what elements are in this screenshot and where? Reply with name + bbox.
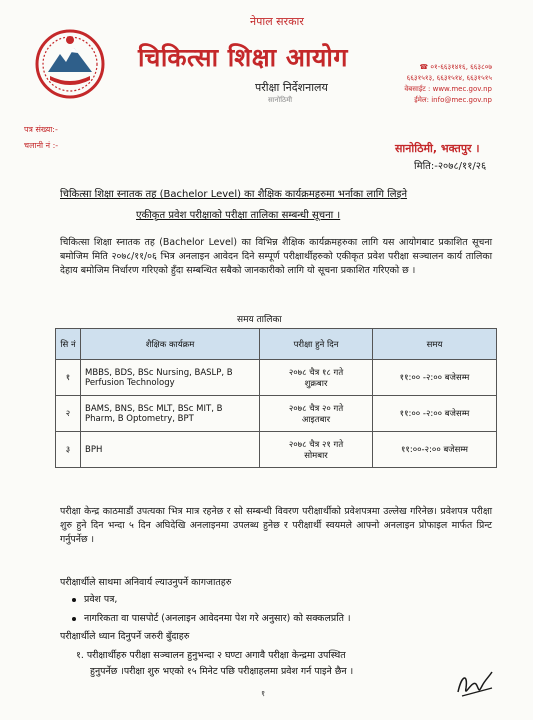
subject-line-2: एकीकृत प्रवेश परीक्षाको परीक्षा तालिका सम्बन्धी सूचना । — [136, 210, 341, 221]
list-item — [72, 592, 117, 605]
subject-line-1: चिकित्सा शिक्षा स्नातक तह (Bachelor Level) का शैक्षिक कार्यक्रमहरुमा भर्नाका लागि लिइने — [60, 189, 408, 200]
commission-title: चिकित्सा शिक्षा आयोग — [138, 43, 348, 72]
notes-heading: परीक्षार्थीले ध्यान दिनुपर्ने जरुरी बुँदाहरु — [60, 631, 190, 642]
row-program: MBBS, BDS, BSc Nursing, BASLP, B Perfusion Technology — [81, 360, 260, 396]
header-time: समय — [373, 329, 497, 360]
documents-heading: परीक्षार्थीले साथमा अनिवार्य ल्याउनुपर्ने कागजातहरु — [60, 577, 232, 588]
bullet-icon — [72, 617, 76, 621]
row-date — [260, 432, 373, 468]
letter-number-label: पत्र संख्या:- — [24, 125, 58, 134]
row-date — [260, 396, 373, 432]
row-day-text: शुक्रबार — [304, 378, 328, 389]
note-item-line-2: हुनुपर्नेछ ।परीक्षा शुरु भएको १५ मिनेट पछि परीक्षाहलमा प्रवेश गर्न पाइने छैन । — [90, 666, 354, 677]
table-row — [56, 432, 497, 468]
contact-block — [400, 62, 492, 106]
row-date-text: २०७८ चैत्र १८ गते — [288, 367, 344, 378]
document-item-text: नागरिकता वा पासपोर्ट (अनलाइन आवेदनमा पेश गरे अनुसार) को सक्कलप्रति । — [84, 613, 351, 624]
website-line: वेबसाईट : www.mec.gov.np — [404, 85, 492, 93]
row-time: ११:०० -२:०० बजेसम्म — [373, 396, 497, 432]
row-time: ११:००-२:०० बजेसम्म — [373, 432, 497, 468]
locality-label: सानोठिमी — [268, 96, 293, 104]
row-sn: २ — [56, 396, 81, 432]
phone-line-1: ☎ ०१-६६३१४१६, ६६३८०७ — [419, 63, 492, 71]
table-row — [56, 360, 497, 396]
row-sn: १ — [56, 360, 81, 396]
date-label: मिति:-२०७८/११/२६ — [414, 161, 487, 172]
list-item — [72, 611, 351, 624]
address-label: सानोठिमी, भक्तपुर । — [395, 142, 480, 155]
dispatch-number-label: चलानी नं :- — [24, 141, 59, 150]
row-day-text: आइतबार — [301, 414, 331, 425]
row-date — [260, 360, 373, 396]
schedule-header-row — [56, 329, 497, 360]
header-exam-day: परीक्षा हुने दिन — [260, 329, 373, 360]
page-mark: १ — [261, 689, 266, 698]
document-item-text: प्रवेश पत्र, — [84, 594, 118, 605]
schedule-table — [55, 328, 497, 468]
row-time: ११:०० -२:०० बजेसम्म — [373, 360, 497, 396]
table-row — [56, 396, 497, 432]
row-program: BAMS, BNS, BSc MLT, BSc MIT, B Pharm, B Optometry, BPT — [81, 396, 260, 432]
signature-icon — [452, 664, 498, 704]
note-item-line-1: १. परीक्षार्थीहरु परीक्षा सञ्चालन हुनुभन्दा २ घण्टा अगावै परीक्षा केन्द्रमा उपस्थित — [76, 650, 346, 661]
intro-paragraph: चिकित्सा शिक्षा स्नातक तह (Bachelor Level) का विभिन्न शैक्षिक कार्यक्रमहरुका लागि यस आयोगबाट प्रकाशित सूचना बमोजिम मिति २०७८/११/०६ भित्र अनलाइन आवेदन दिने सम्पूर्ण परीक्षार्थीहरुको एकीकृत प्रवेश परीक्षा सञ्चालन कार्य तालिका देहाय बमोजिम निर्धारण गरिएको हुँदा सम्बन्धित सबैको जानकारीको लागि यो सूचना प्रकाशित गरिएको छ । — [60, 237, 492, 276]
phone-line-2: ६६३१५१३, ६६३१५१४, ६६३१५१५ — [406, 74, 492, 82]
row-day-text: सोमबार — [304, 450, 328, 461]
row-program: BPH — [81, 432, 260, 468]
directorate-label: परीक्षा निर्देशनालय — [255, 81, 328, 94]
government-label: नेपाल सरकार — [250, 15, 304, 28]
schedule-caption: समय तालिका — [237, 315, 282, 325]
header-sn: सि नं — [56, 329, 81, 360]
row-date-text: २०७८ चैत्र २१ गते — [288, 439, 344, 450]
exam-center-paragraph: परीक्षा केन्द्र काठमाडौं उपत्यका भित्र मात्र रहनेछ र सो सम्बन्धी विवरण परीक्षार्थीको प्रवेशपत्रमा उल्लेख गरिनेछ। प्रवेशपत्र परीक्षा शुरु हुने दिन भन्दा ५ दिन अघिदेखि अनलाइनमा उपलब्ध हुनेछ र परीक्षार्थी स्वयमले आफ्नो अनलाइन प्रोफाइल मार्फत प्रिन्ट गर्नुपर्नेछ । — [60, 506, 492, 545]
row-date-text: २०७८ चैत्र २० गते — [288, 403, 344, 414]
header-program: शैक्षिक कार्यक्रम — [81, 329, 260, 360]
email-line: ईमेल: info@mec.gov.np — [414, 96, 492, 104]
nepal-emblem-icon — [34, 28, 106, 100]
row-sn: ३ — [56, 432, 81, 468]
bullet-icon — [72, 598, 76, 602]
